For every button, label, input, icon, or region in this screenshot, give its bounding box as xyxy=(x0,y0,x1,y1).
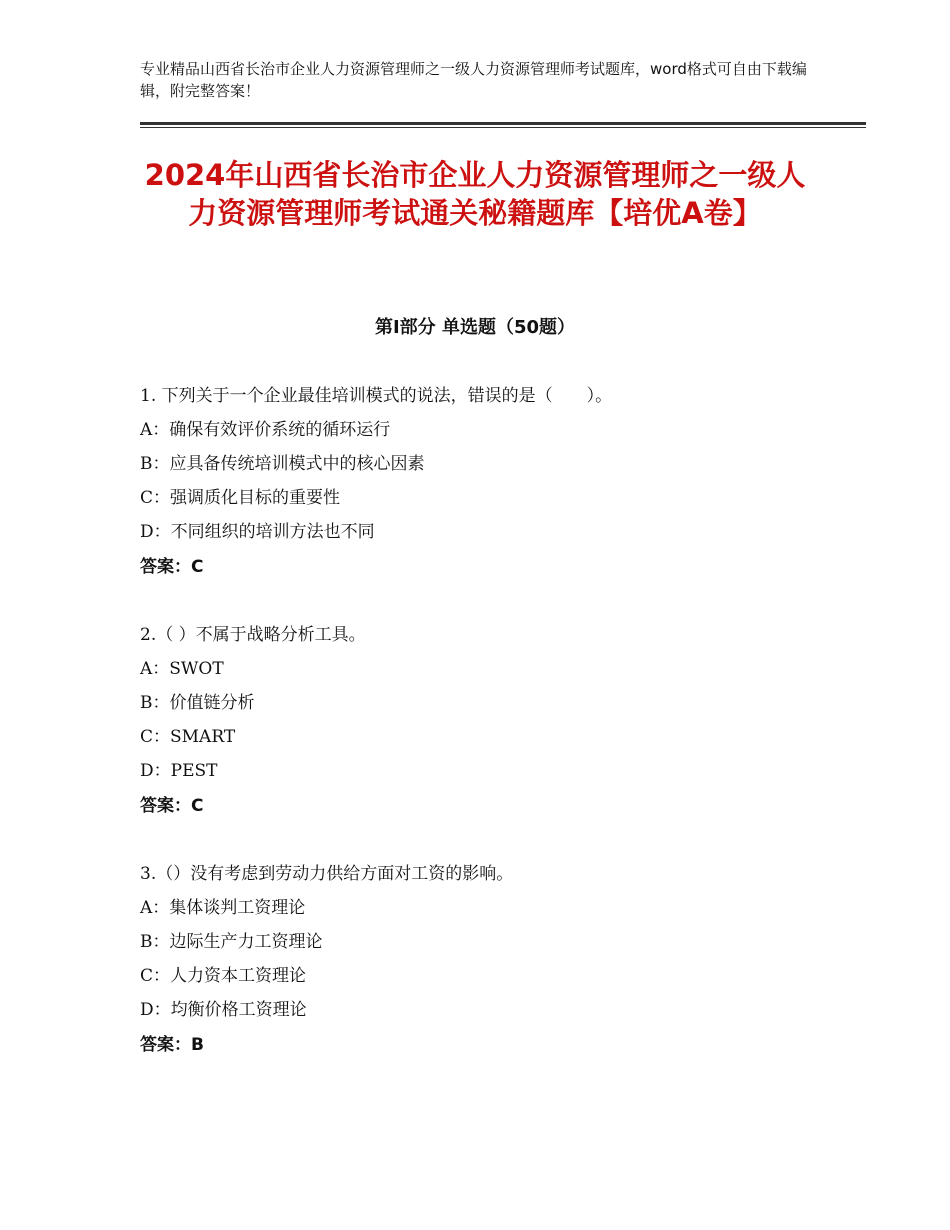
header-rule-thick xyxy=(140,122,866,125)
question-stem: 2.（ ）不属于战略分析工具。 xyxy=(140,625,366,645)
answer-line xyxy=(140,788,820,824)
question-block xyxy=(140,379,820,585)
option-d: D：均衡价格工资理论 xyxy=(140,1000,307,1020)
answer-value: B xyxy=(191,1035,204,1055)
option-c: C：SMART xyxy=(140,727,236,747)
option-a: A：确保有效评价系统的循环运行 xyxy=(140,420,391,440)
question-block xyxy=(140,857,820,1063)
option-c: C：强调质化目标的重要性 xyxy=(140,488,341,508)
option-c: C：人力资本工资理论 xyxy=(140,966,307,986)
section-title: 第Ⅰ部分 单选题（50题） xyxy=(374,317,575,338)
answer-label: 答案： xyxy=(140,796,191,816)
option-a: A：集体谈判工资理论 xyxy=(140,898,306,918)
option-d: D：PEST xyxy=(140,761,218,781)
question-stem: 1. 下列关于一个企业最佳培训模式的说法，错误的是（ ）。 xyxy=(140,386,613,406)
answer-line xyxy=(140,549,820,585)
header-rule-thin xyxy=(140,127,866,128)
option-b: B：边际生产力工资理论 xyxy=(140,932,323,952)
option-b: B：应具备传统培训模式中的核心因素 xyxy=(140,454,425,474)
answer-label: 答案： xyxy=(140,1035,191,1055)
answer-value: C xyxy=(191,557,204,577)
option-b: B：价值链分析 xyxy=(140,693,255,713)
question-stem: 3.（）没有考虑到劳动力供给方面对工资的影响。 xyxy=(140,864,514,884)
document-title: 2024年山西省长治市企业人力资源管理师之一级人力资源管理师考试通关秘籍题库【培优A卷】 xyxy=(144,158,806,230)
answer-value: C xyxy=(191,796,204,816)
option-d: D：不同组织的培训方法也不同 xyxy=(140,522,375,542)
header-note: 专业精品山西省长治市企业人力资源管理师之一级人力资源管理师考试题库，word格式可自由下载编辑，附完整答案！ xyxy=(140,60,807,100)
answer-line xyxy=(140,1027,820,1063)
answer-label: 答案： xyxy=(140,557,191,577)
question-block xyxy=(140,618,820,824)
option-a: A：SWOT xyxy=(140,659,224,679)
